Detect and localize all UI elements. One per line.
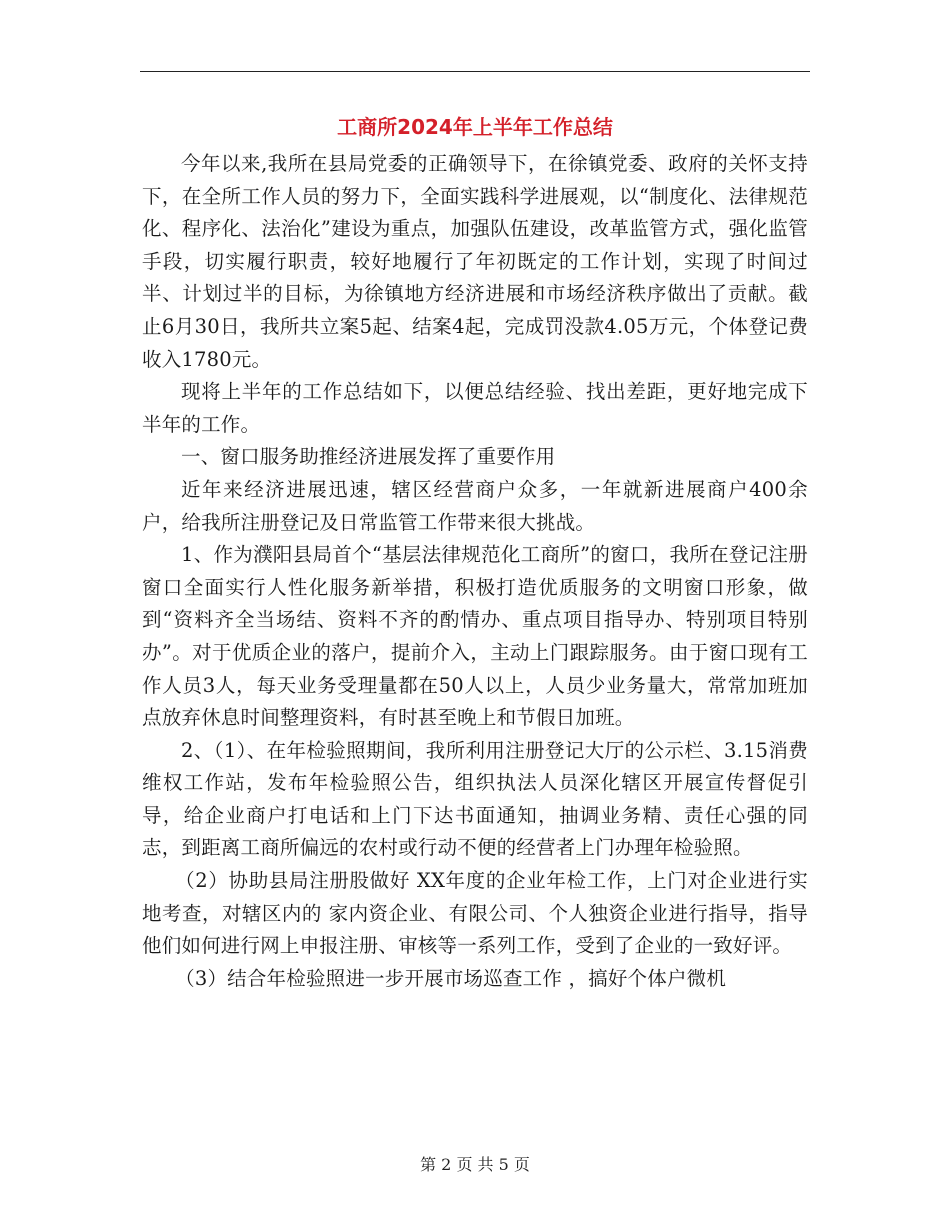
- paragraph-item-1: 1、作为濮阳县局首个“基层法律规范化工商所”的窗口，我所在登记注册窗口全面实行人性化服务新举措，积极打造优质服务的文明窗口形象，做到“资料齐全当场结、资料不齐的酌情办、重点项目指导办、特别项目特别办”。对于优质企业的落户，提前介入，主动上门跟踪服务。由于窗口现有工作人员3人，每天业务受理量都在50人以上，人员少业务量大，常常加班加点放弃休息时间整理资料，有时甚至晚上和节假日加班。: [142, 543, 808, 730]
- paragraph-item-2-3: （3）结合年检验照进一步开展市场巡查工作 ，搞好个体户微机: [175, 966, 727, 990]
- document-body: [142, 148, 808, 995]
- paragraph-intro: 今年以来,我所在县局党委的正确领导下，在徐镇党委、政府的关怀支持下，在全所工作人员的努力下，全面实践科学进展观，以“制度化、法律规范化、程序化、法治化”建设为重点，加强队伍建设，改革监管方式，强化监管手段，切实履行职责，较好地履行了年初既定的工作计划，实现了时间过半、计划过半的目标，为徐镇地方经济进展和市场经济秩序做出了贡献。截止6月30日，我所共立案5起、结案4起，完成罚没款4.05万元，个体登记费收入1780元。: [142, 152, 808, 371]
- paragraph-item-2-2: （2）协助县局注册股做好 XX年度的企业年检工作，上门对企业进行实地考查，对辖区内的 家内资企业、有限公司、个人独资企业进行指导，指导他们如何进行网上申报注册、审核等一系列工作，受到了企业的一致好评。: [142, 869, 808, 958]
- page-number-footer: 第 2 页 共 5 页: [420, 1155, 530, 1174]
- header-rule: [140, 71, 810, 72]
- document-title: 工商所2024年上半年工作总结: [337, 115, 613, 139]
- paragraph-item-2-1: 2、（1）、在年检验照期间，我所利用注册登记大厅的公示栏、3.15消费维权工作站，发布年检验照公告，组织执法人员深化辖区开展宣传督促引导，给企业商户打电话和上门下达书面通知，抽调业务精、责任心强的同志，到距离工商所偏远的农村或行动不便的经营者上门办理年检验照。: [142, 738, 808, 860]
- section-heading-1: 一、窗口服务助推经济进展发挥了重要作用: [181, 445, 556, 469]
- paragraph-summary-lead: 现将上半年的工作总结如下，以便总结经验、找出差距，更好地完成下半年的工作。: [142, 380, 808, 436]
- paragraph-background: 近年来经济进展迅速，辖区经营商户众多，一年就新进展商户400余户，给我所注册登记及日常监管工作带来很大挑战。: [142, 477, 808, 534]
